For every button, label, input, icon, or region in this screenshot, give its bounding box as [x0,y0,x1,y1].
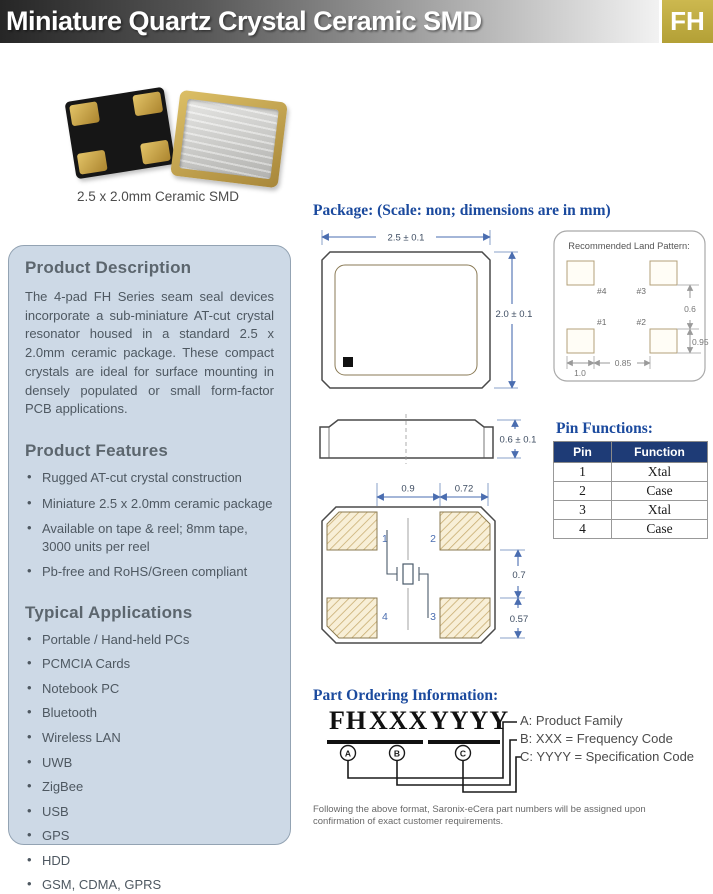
circle-label-b [390,746,405,761]
application-item: • GSM, CDMA, GPRS [25,876,274,894]
feature-item: • Pb-free and RoHS/Green compliant [25,563,274,581]
feature-item: • Rugged AT-cut crystal construction [25,469,274,487]
land-pad-3 [650,261,677,285]
page-title: Miniature Quartz Crystal Ceramic SMD [6,6,482,36]
svg-text:A: A [344,748,352,759]
land-dim-pad-height: 0.95 [692,337,709,347]
pin-cell: 2 [554,482,612,501]
pin-functions-title: Pin Functions: [556,420,653,437]
land-pad-label: #4 [597,286,607,296]
svg-text:B: B [393,748,401,759]
top-view-width-dim: 2.5 ± 0.1 [387,232,425,244]
circle-label-a [341,746,356,761]
pad-1 [327,512,377,550]
land-dim-pad-width: 1.0 [574,368,586,378]
bottom-dim-right-top: 0.7 [512,570,526,581]
footnote-line-1: Following the above format, Saronix-eCera part numbers will be assigned upon [313,804,646,815]
pin-functions-table [553,441,708,539]
package-top-view-diagram [316,226,540,394]
land-pattern-diagram [553,230,710,383]
package-bottom-view-diagram [316,478,558,654]
pin-cell: 1 [554,463,612,482]
application-item: • Wireless LAN [25,729,274,747]
product-description-body: The 4-pad FH Series seam seal devices incorporate a sub-miniature AT-cut crystal resonator housed in a standard 2.5 x 2.0mm ceramic package. These compact crystals are ideal for surface mounting in densely populated or small form-factor PCB applications. [25,289,274,417]
footnote-line-2: confirmation of exact customer requirements. [313,816,504,827]
land-dim-horizontal-gap: 0.85 [614,358,632,368]
pin1-marker [343,357,353,367]
land-pad-label: #3 [636,286,646,296]
part-ordering-title: Part Ordering Information: [313,687,499,704]
info-panel [8,245,291,893]
function-cell: Xtal [612,501,708,520]
pad-number: 1 [382,533,388,545]
pad-number: 2 [430,533,436,545]
bottom-dim-right: 0.72 [454,483,474,495]
bottom-dim-left: 0.9 [401,483,415,495]
photo-caption: 2.5 x 2.0mm Ceramic SMD [76,189,240,204]
side-view-height-dim: 0.6 ± 0.1 [499,434,537,446]
application-item: • Portable / Hand-held PCs [25,631,274,649]
pad-3 [440,598,490,638]
package-section-title: Package: (Scale: non; dimensions are in mm) [313,202,611,219]
pad-number: 4 [382,611,388,623]
pin-column-header: Pin [554,442,612,463]
ordering-legend-frequency: B: XXX = Frequency Code [520,731,673,746]
table-row [554,463,708,482]
application-item: • Bluetooth [25,704,274,722]
application-item: • PCMCIA Cards [25,655,274,673]
series-badge: FH [662,0,713,43]
application-item: • UWB [25,754,274,772]
product-features-list [25,469,274,581]
application-item: • Notebook PC [25,680,274,698]
typical-applications-list [25,631,274,894]
table-row [554,482,708,501]
table-row [554,501,708,520]
function-cell: Case [612,520,708,539]
chip-pad [77,150,108,175]
product-features-title: Product Features [25,441,169,461]
land-pad-1 [567,329,594,353]
function-cell: Case [612,482,708,501]
package-side-view-diagram [316,412,550,466]
package-cavity [179,99,279,180]
circle-label-c [456,746,471,761]
application-item: • HDD [25,852,274,870]
land-dim-vertical-gap: 0.6 [684,304,696,314]
function-column-header: Function [612,442,708,463]
land-pad-label: #2 [636,317,646,327]
feature-item: • Miniature 2.5 x 2.0mm ceramic package [25,495,274,513]
product-photo-bottom-view [65,87,176,180]
part-segment-family: FH [329,706,368,735]
application-item: • USB [25,803,274,821]
application-item: • GPS [25,827,274,845]
part-segment-frequency: XXX [369,706,429,735]
table-row [554,520,708,539]
feature-item: • Available on tape & reel; 8mm tape, 3000 units per reel [25,520,274,555]
pad-number: 3 [430,611,436,623]
typical-applications-title: Typical Applications [25,602,193,622]
pad-2 [440,512,490,550]
land-pad-label: #1 [597,317,607,327]
product-photo-open-package [170,90,288,189]
chip-pad [140,140,171,165]
application-item: • ZigBee [25,778,274,796]
chip-pad [69,101,100,126]
pin-cell: 4 [554,520,612,539]
product-description-title: Product Description [25,258,192,277]
function-cell: Xtal [612,463,708,482]
pad-4 [327,598,377,638]
land-pad-4 [567,261,594,285]
svg-text:C: C [459,748,467,759]
land-pattern-title: Recommended Land Pattern: [568,241,690,251]
bottom-dim-right-bottom: 0.57 [509,614,529,625]
chip-pad [132,91,163,116]
header-bar [0,0,659,43]
part-segment-spec: YYYY [430,706,510,735]
land-pad-2 [650,329,677,353]
ordering-legend-family: A: Product Family [520,713,623,728]
top-view-height-dim: 2.0 ± 0.1 [495,309,533,320]
pin-cell: 3 [554,501,612,520]
ordering-legend-spec: C: YYYY = Specification Code [520,749,695,764]
